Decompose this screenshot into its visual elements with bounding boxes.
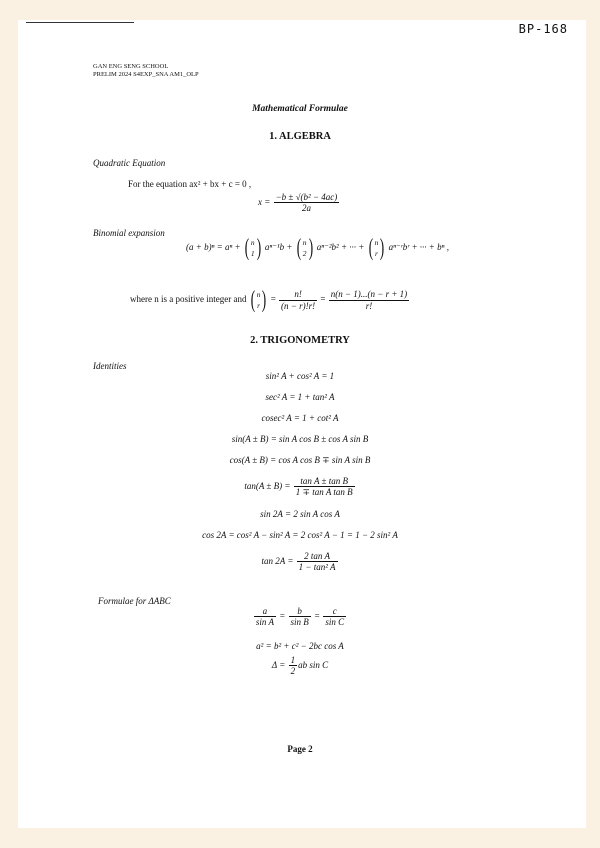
quadratic-fraction [274,192,340,214]
binom-factorial-den: (n − r)!r! [281,300,316,311]
sine-rule-a [254,606,276,628]
tan-sum-num: tan A ± tan B [294,476,355,487]
binom-def: ( n r ) [250,287,267,313]
sine-rule-b [289,606,311,628]
binomial-lhs: (a + b)ⁿ = aⁿ + [186,242,241,253]
half-den: 2 [290,666,296,677]
quadratic-intro: For the equation ax² + bx + c = 0 , [128,179,252,189]
binom-n-2: ( n 2 ) [296,235,313,261]
identity-cosecant: cosec² A = 1 + cot² A [261,413,339,423]
document-tag: BP-168 [518,22,568,36]
binom-def-equals: = [270,294,276,305]
sine-rule [0,606,600,628]
triangle-heading: Formulae for ΔABC [98,596,171,606]
tan-double-fraction [297,551,338,573]
tan-double-den: 1 − tan² A [298,562,336,573]
binom-def-equals-2: = [320,294,326,305]
equals-sign: = [314,610,321,621]
identity-sine-double: sin 2A = 2 sin A cos A [260,509,340,519]
section-algebra-heading: 1. ALGEBRA [269,131,331,142]
exam-code: PRELIM 2024 S4EXP_SNA AM1_OLP [93,71,199,78]
equals-sign: = [279,610,286,621]
binomial-expansion [186,236,449,260]
identity-cosine-sum: cos(A ± B) = cos A cos B ∓ sin A sin B [229,455,371,465]
quadratic-denominator: 2a [301,203,311,214]
identity-pythagorean: sin² A + cos² A = 1 [265,371,335,381]
tan-double-lhs: tan 2A = [261,555,294,566]
identity-tangent-sum [0,476,600,498]
tan-double-num: 2 tan A [297,551,338,562]
binomial-term-3: aⁿ⁻ʳbʳ + ··· + bⁿ , [388,242,449,253]
quadratic-numerator: −b ± √(b² − 4ac) [275,192,338,202]
identities-heading: Identities [93,361,127,371]
binom-bottom: r [257,301,261,310]
a-num: a [254,606,276,617]
binom-bottom: 1 [250,249,255,258]
binom-n-r: ( n r ) [368,235,385,261]
binom-factorial-num: n! [279,289,317,300]
binom-bottom: 2 [302,249,307,258]
cosine-rule: a² = b² + c² − 2bc cos A [256,641,344,651]
sinB-den: sin B [290,617,309,628]
binom-product-num: n(n − 1)...(n − r + 1) [330,289,408,300]
identity-tangent-double [0,551,600,573]
half-fraction [289,655,298,677]
binom-product-den: r! [365,300,373,311]
sine-rule-c [323,606,346,628]
binom-top: n [256,290,261,299]
school-name: GAN ENG SENG SCHOOL [93,63,169,70]
sinA-den: sin A [255,617,274,628]
b-num: b [289,606,311,617]
binomial-term-2: aⁿ⁻²b² + ··· + [316,242,365,253]
quadratic-formula [258,192,340,214]
binom-top: n [250,238,255,247]
area-rhs: ab sin C [298,659,329,670]
binom-factorial-fraction [279,289,317,311]
tan-sum-lhs: tan(A ± B) = [244,480,291,491]
page-number: Page 2 [287,744,313,754]
tan-sum-fraction [294,476,355,498]
area-lhs: Δ = [271,659,286,670]
quadratic-heading: Quadratic Equation [93,158,166,168]
binom-top: n [374,238,379,247]
identity-cosine-double: cos 2A = cos² A − sin² A = 2 cos² A − 1 = 1 − 2 sin² A [202,530,398,540]
identity-sine-sum: sin(A ± B) = sin A cos B ± cos A sin B [231,434,369,444]
binom-top: n [302,238,307,247]
binomial-term-1: aⁿ⁻¹b + [264,242,293,253]
binom-product-fraction [329,289,409,311]
identity-secant: sec² A = 1 + tan² A [265,392,335,402]
quadratic-lhs: x = [258,196,271,207]
section-trigonometry-heading: 2. TRIGONOMETRY [250,335,350,346]
tan-sum-den: 1 ∓ tan A tan B [295,487,353,498]
binomial-definition [130,288,410,312]
page-title: Mathematical Formulae [252,104,348,114]
top-rule [26,22,134,23]
where-text: where n is a positive integer and [130,294,247,305]
area-formula [0,655,600,677]
binom-n-1: ( n 1 ) [244,235,261,261]
c-num: c [323,606,346,617]
half-num: 1 [290,655,296,665]
school-header [93,63,199,79]
binomial-heading: Binomial expansion [93,228,165,238]
sinC-den: sin C [325,617,345,628]
binom-bottom: r [375,249,378,258]
